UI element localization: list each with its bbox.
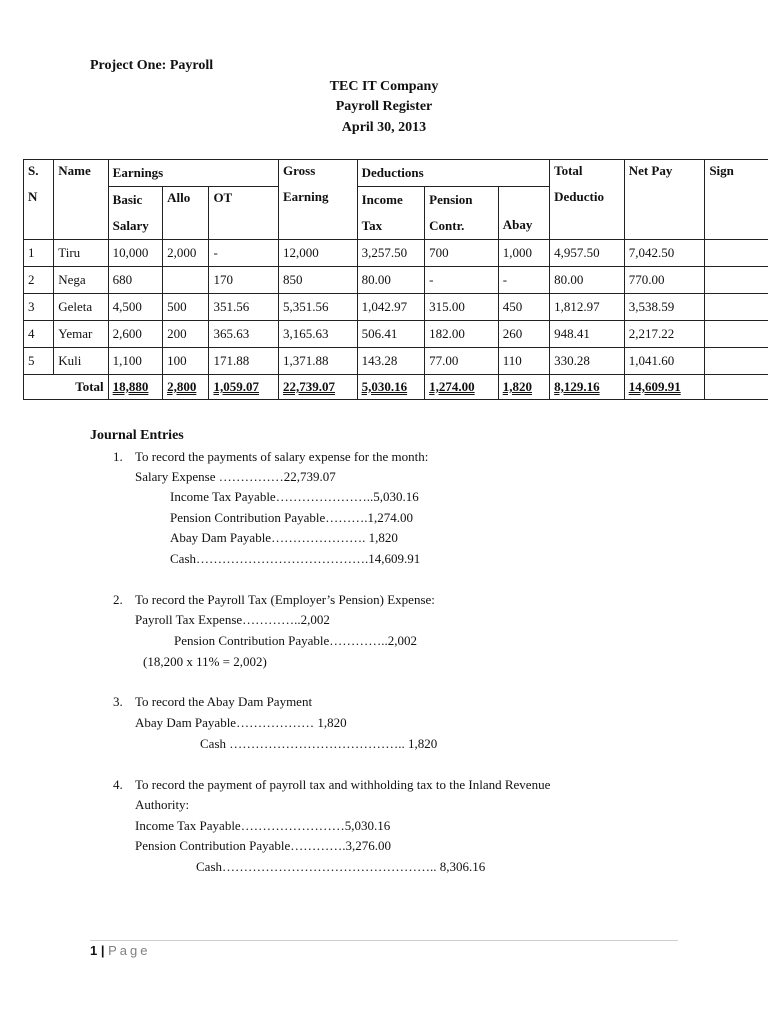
header-sn-line1: S. (28, 163, 39, 178)
header-income-line1: Income (357, 187, 425, 214)
page-footer (90, 943, 151, 958)
total-gross-value: 22,739.07 (282, 379, 335, 394)
cell-net: 1,041.60 (624, 348, 705, 375)
total-net (624, 375, 705, 400)
cell-allo: 100 (163, 348, 209, 375)
entry-1-number: 1. (113, 449, 123, 464)
cell-abay: 110 (498, 348, 549, 375)
table-row (24, 267, 768, 294)
header-sign: Sign (705, 160, 768, 240)
header-gross (278, 160, 357, 240)
project-title: Project One: Payroll (90, 58, 214, 73)
entry-3-line-2: Cash ………………………………….. 1,820 (200, 736, 438, 751)
cell-ot: 351.56 (209, 294, 279, 321)
page-separator: | (100, 943, 105, 958)
cell-income: 1,042.97 (357, 294, 425, 321)
total-basic-value: 18,880 (112, 379, 149, 394)
table-row (24, 321, 768, 348)
footer-divider (90, 940, 678, 941)
cell-abay: 1,000 (498, 240, 549, 267)
cell-net: 770.00 (624, 267, 705, 294)
entry-4-line-3: Cash………………………………………….. 8,306.16 (196, 859, 486, 874)
page-label: Page (108, 943, 151, 958)
cell-allo: 500 (163, 294, 209, 321)
cell-gross: 850 (278, 267, 357, 294)
cell-basic: 1,100 (108, 348, 162, 375)
cell-pension: 315.00 (425, 294, 499, 321)
entry-1-line-5: Cash………………………………….14,609.91 (170, 551, 421, 566)
entry-1-line-4: Abay Dam Payable…………………. 1,820 (170, 530, 398, 545)
header-pension-line1: Pension (425, 187, 499, 214)
cell-pension: 700 (425, 240, 499, 267)
cell-sn: 4 (24, 321, 54, 348)
cell-basic: 10,000 (108, 240, 162, 267)
cell-sn: 1 (24, 240, 54, 267)
entry-3-line-1: Abay Dam Payable……………… 1,820 (135, 715, 347, 730)
cell-sn: 5 (24, 348, 54, 375)
cell-total: 80.00 (550, 267, 625, 294)
cell-ot: 171.88 (209, 348, 279, 375)
cell-pension: - (425, 267, 499, 294)
cell-sign (705, 267, 768, 294)
cell-sign (705, 294, 768, 321)
total-abay-value: 1,820 (502, 379, 532, 394)
table-row (24, 294, 768, 321)
cell-basic: 2,600 (108, 321, 162, 348)
header-gross-line1: Gross (282, 163, 316, 178)
cell-total: 1,812.97 (550, 294, 625, 321)
cell-name: Kuli (54, 348, 108, 375)
cell-income: 80.00 (357, 267, 425, 294)
header-basic-line2: Salary (108, 213, 162, 240)
cell-total: 4,957.50 (550, 240, 625, 267)
cell-income: 3,257.50 (357, 240, 425, 267)
entry-3-description: To record the Abay Dam Payment (135, 694, 313, 709)
header-earnings: Earnings (108, 160, 278, 187)
header-ot: OT (209, 187, 279, 240)
cell-basic: 4,500 (108, 294, 162, 321)
header-net-pay: Net Pay (624, 160, 705, 240)
total-income-value: 5,030.16 (361, 379, 408, 394)
header-allo: Allo (163, 187, 209, 240)
cell-sn: 2 (24, 267, 54, 294)
total-ot (209, 375, 279, 400)
cell-net: 3,538.59 (624, 294, 705, 321)
header-gross-line2: Earning (282, 189, 329, 204)
cell-sign (705, 321, 768, 348)
cell-basic: 680 (108, 267, 162, 294)
entry-2-number: 2. (113, 592, 123, 607)
total-pension-value: 1,274.00 (429, 379, 475, 394)
entry-2-description: To record the Payroll Tax (Employer’s Pension) Expense: (135, 592, 435, 607)
total-pension (425, 375, 499, 400)
cell-name: Tiru (54, 240, 108, 267)
entry-4-description-line-1: To record the payment of payroll tax and withholding tax to the Inland Revenue (135, 777, 551, 792)
entry-2-line-3: (18,200 x 11% = 2,002) (143, 654, 267, 669)
entry-4-description-line-2: Authority: (135, 797, 190, 812)
register-title: Payroll Register (335, 99, 433, 114)
totals-label: Total (24, 375, 109, 400)
cell-name: Yemar (54, 321, 108, 348)
cell-allo (163, 267, 209, 294)
header-basic-line1: Basic (108, 187, 162, 214)
cell-total: 330.28 (550, 348, 625, 375)
table-row (24, 240, 768, 267)
cell-total: 948.41 (550, 321, 625, 348)
company-name: TEC IT Company (329, 79, 439, 94)
entry-4-number: 4. (113, 777, 123, 792)
cell-income: 143.28 (357, 348, 425, 375)
cell-ot: 365.63 (209, 321, 279, 348)
total-net-value: 14,609.91 (628, 379, 681, 394)
total-allo (163, 375, 209, 400)
cell-name: Geleta (54, 294, 108, 321)
header-sn-line2: N (28, 189, 38, 204)
cell-gross: 1,371.88 (278, 348, 357, 375)
cell-gross: 5,351.56 (278, 294, 357, 321)
cell-net: 2,217.22 (624, 321, 705, 348)
cell-income: 506.41 (357, 321, 425, 348)
header-abay: Abay (498, 187, 549, 240)
total-gross (278, 375, 357, 400)
entry-3-number: 3. (113, 694, 123, 709)
table-row (24, 348, 768, 375)
cell-gross: 3,165.63 (278, 321, 357, 348)
payroll-register-table (23, 159, 768, 400)
total-ot-value: 1,059.07 (213, 379, 259, 394)
entry-1-line-1: Salary Expense ……………22,739.07 (135, 469, 336, 484)
cell-sign (705, 348, 768, 375)
cell-ot: 170 (209, 267, 279, 294)
total-allo-value: 2,800 (167, 379, 197, 394)
entry-2-line-2: Pension Contribution Payable…………..2,002 (174, 633, 418, 648)
header-total-deductions (550, 160, 625, 240)
header-total-line2: Deductio (554, 189, 604, 204)
cell-sn: 3 (24, 294, 54, 321)
entry-1-line-2: Income Tax Payable…………………..5,030.16 (170, 489, 419, 504)
entry-2-line-1: Payroll Tax Expense…………..2,002 (135, 612, 330, 627)
page-number: 1 (90, 943, 98, 958)
entry-4-line-1: Income Tax Payable……………………5,030.16 (135, 818, 391, 833)
cell-sign (705, 240, 768, 267)
journal-entries-title: Journal Entries (90, 428, 184, 443)
entry-1-description: To record the payments of salary expense for the month: (135, 449, 429, 464)
cell-allo: 2,000 (163, 240, 209, 267)
cell-abay: 260 (498, 321, 549, 348)
register-date: April 30, 2013 (341, 120, 427, 135)
cell-gross: 12,000 (278, 240, 357, 267)
total-basic (108, 375, 162, 400)
totals-row (24, 375, 768, 400)
total-income (357, 375, 425, 400)
cell-abay: 450 (498, 294, 549, 321)
cell-ot: - (209, 240, 279, 267)
entry-1-line-3: Pension Contribution Payable……….1,274.00 (170, 510, 414, 525)
total-sign (705, 375, 768, 400)
cell-net: 7,042.50 (624, 240, 705, 267)
cell-pension: 182.00 (425, 321, 499, 348)
header-deductions: Deductions (357, 160, 550, 187)
header-row (24, 160, 768, 187)
header-pension-line2: Contr. (425, 213, 499, 240)
entry-4-line-2: Pension Contribution Payable………….3,276.00 (135, 838, 392, 853)
header-sn (24, 160, 54, 240)
total-deductions-value: 8,129.16 (554, 379, 600, 394)
header-name: Name (54, 160, 108, 240)
cell-allo: 200 (163, 321, 209, 348)
total-abay (498, 375, 549, 400)
cell-abay: - (498, 267, 549, 294)
cell-pension: 77.00 (425, 348, 499, 375)
header-income-line2: Tax (357, 213, 425, 240)
total-deductions (550, 375, 625, 400)
header-total-line1: Total (554, 163, 583, 178)
cell-name: Nega (54, 267, 108, 294)
